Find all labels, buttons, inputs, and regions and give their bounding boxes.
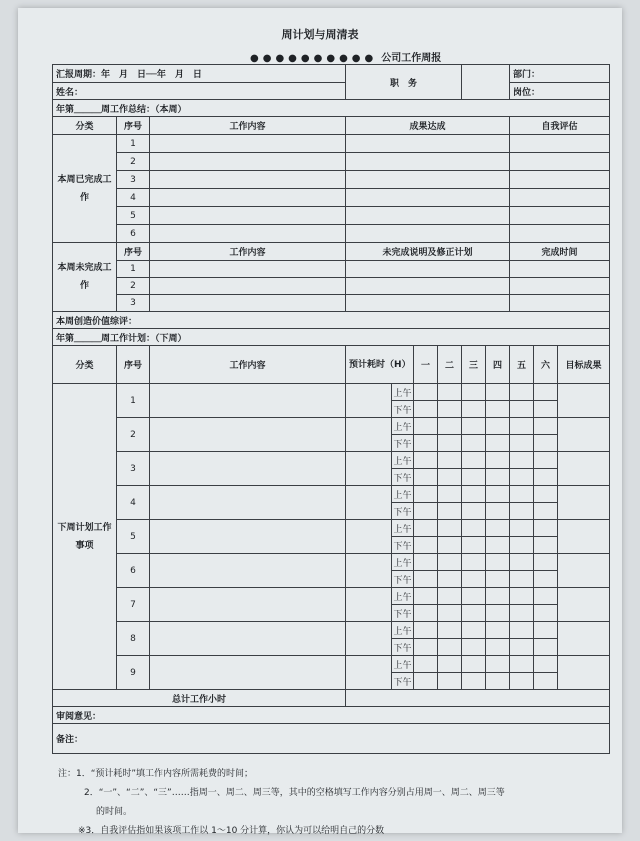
table-row (53, 189, 610, 207)
day-cell[interactable] (534, 639, 558, 656)
day-cell[interactable] (462, 503, 486, 520)
day-cell[interactable] (438, 435, 462, 452)
review-label: 审阅意见： (53, 707, 610, 724)
day-cell[interactable] (438, 520, 462, 537)
col-day: 一 (414, 346, 438, 384)
content-cell[interactable] (150, 452, 346, 486)
day-cell[interactable] (510, 384, 534, 401)
subtitle-dots: ●●●●●●●●●● (250, 53, 378, 64)
day-cell[interactable] (438, 588, 462, 605)
row-number: 4 (117, 189, 150, 207)
table-row (53, 117, 610, 135)
col-category: 分类 (53, 346, 117, 384)
remarks-label: 备注： (53, 724, 610, 754)
day-cell[interactable] (486, 554, 510, 571)
col-category: 分类 (53, 117, 117, 135)
notes (58, 765, 618, 841)
day-cell[interactable] (462, 486, 486, 503)
pm-label: 下午 (392, 639, 414, 656)
estimate-cell[interactable] (346, 452, 392, 486)
row-number: 3 (117, 452, 150, 486)
day-cell[interactable] (510, 656, 534, 673)
am-label: 上午 (392, 384, 414, 401)
pm-label: 下午 (392, 401, 414, 418)
day-cell[interactable] (438, 503, 462, 520)
day-cell[interactable] (438, 384, 462, 401)
day-cell[interactable] (438, 639, 462, 656)
col-self-eval: 自我评估 (510, 117, 610, 135)
table-row (53, 225, 610, 243)
table-row (53, 622, 610, 639)
table-row (53, 418, 610, 435)
day-cell[interactable] (438, 656, 462, 673)
day-cell[interactable] (486, 469, 510, 486)
form-title: 周计划与周清表 (281, 28, 359, 41)
row-number: 6 (117, 225, 150, 243)
day-cell[interactable] (510, 503, 534, 520)
day-cell[interactable] (462, 605, 486, 622)
day-cell[interactable] (486, 605, 510, 622)
form-subtitle (250, 49, 441, 64)
duty-value[interactable] (462, 65, 510, 100)
content-cell[interactable] (150, 189, 346, 207)
day-cell[interactable] (534, 503, 558, 520)
self-eval-cell[interactable] (510, 153, 610, 171)
goal-cell[interactable] (558, 554, 610, 588)
estimate-cell[interactable] (346, 656, 392, 690)
day-cell[interactable] (462, 418, 486, 435)
row-number: 3 (117, 171, 150, 189)
col-day: 五 (510, 346, 534, 384)
subtitle-text: 公司工作周报 (381, 53, 442, 64)
day-cell[interactable] (462, 673, 486, 690)
day-cell[interactable] (510, 571, 534, 588)
day-cell[interactable] (414, 673, 438, 690)
time-cell[interactable] (510, 295, 610, 312)
day-cell[interactable] (534, 520, 558, 537)
day-cell[interactable] (486, 435, 510, 452)
content-cell[interactable] (150, 278, 346, 295)
estimate-cell[interactable] (346, 520, 392, 554)
day-cell[interactable] (462, 622, 486, 639)
am-label: 上午 (392, 588, 414, 605)
pm-label: 下午 (392, 673, 414, 690)
estimate-cell[interactable] (346, 486, 392, 520)
day-cell[interactable] (414, 639, 438, 656)
table-row (53, 346, 610, 384)
note-line: 2．“一”、“二”、“三”……指周一、周二、周三等，其中的空格填写工作内容分别占用周一、周二、周三等 (84, 788, 505, 798)
content-cell[interactable] (150, 153, 346, 171)
am-label: 上午 (392, 554, 414, 571)
table-row (53, 171, 610, 189)
am-label: 上午 (392, 418, 414, 435)
table-row (53, 588, 610, 605)
time-cell[interactable] (510, 278, 610, 295)
content-cell[interactable] (150, 554, 346, 588)
day-cell[interactable] (486, 384, 510, 401)
next-week-title: 年第＿＿＿周工作计划：（下周） (53, 329, 610, 346)
day-cell[interactable] (414, 384, 438, 401)
goal-cell[interactable] (558, 520, 610, 554)
pm-label: 下午 (392, 605, 414, 622)
day-cell[interactable] (438, 469, 462, 486)
day-cell[interactable] (462, 520, 486, 537)
undone-col-time: 完成时间 (510, 243, 610, 261)
am-label: 上午 (392, 622, 414, 639)
position-label: 岗位： (510, 83, 610, 100)
pm-label: 下午 (392, 537, 414, 554)
day-cell[interactable] (414, 418, 438, 435)
day-cell[interactable] (510, 588, 534, 605)
table-row (53, 486, 610, 503)
table-row (53, 153, 610, 171)
day-cell[interactable] (510, 486, 534, 503)
note-line: ※3．自我评估指如果该项工作以 1～10 分计算，你认为可以给明自己的分数 (78, 826, 385, 836)
col-content: 工作内容 (150, 346, 346, 384)
content-cell[interactable] (150, 384, 346, 418)
day-cell[interactable] (486, 622, 510, 639)
table-row (53, 261, 610, 278)
table-row (53, 690, 610, 707)
day-cell[interactable] (438, 554, 462, 571)
content-cell[interactable] (150, 295, 346, 312)
day-cell[interactable] (486, 503, 510, 520)
day-cell[interactable] (534, 401, 558, 418)
day-cell[interactable] (462, 571, 486, 588)
table-row (53, 278, 610, 295)
explain-cell[interactable] (346, 261, 510, 278)
result-cell[interactable] (346, 153, 510, 171)
day-cell[interactable] (414, 571, 438, 588)
result-cell[interactable] (346, 225, 510, 243)
dept-label: 部门： (510, 65, 610, 83)
day-cell[interactable] (486, 571, 510, 588)
content-cell[interactable] (150, 171, 346, 189)
day-cell[interactable] (534, 656, 558, 673)
result-cell[interactable] (346, 189, 510, 207)
period-label: 汇报周期：年 月 日──年 月 日 (53, 65, 346, 83)
day-cell[interactable] (414, 401, 438, 418)
time-cell[interactable] (510, 261, 610, 278)
content-cell[interactable] (150, 207, 346, 225)
am-label: 上午 (392, 656, 414, 673)
value-review-label: 本周创造价值综评： (53, 312, 610, 329)
undone-col-content: 工作内容 (150, 243, 346, 261)
goal-cell[interactable] (558, 452, 610, 486)
done-category: 本周已完成工作 (53, 135, 117, 243)
day-cell[interactable] (534, 486, 558, 503)
day-cell[interactable] (438, 622, 462, 639)
day-cell[interactable] (438, 486, 462, 503)
content-cell[interactable] (150, 225, 346, 243)
day-cell[interactable] (438, 571, 462, 588)
day-cell[interactable] (534, 418, 558, 435)
day-cell[interactable] (510, 639, 534, 656)
self-eval-cell[interactable] (510, 207, 610, 225)
row-number: 4 (117, 486, 150, 520)
day-cell[interactable] (438, 605, 462, 622)
note-line: 注：1．“预计耗时”填工作内容所需耗费的时间； (58, 769, 254, 779)
day-cell[interactable] (534, 537, 558, 554)
weekly-report-table (52, 64, 610, 754)
undone-col-explain: 未完成说明及修正计划 (346, 243, 510, 261)
day-cell[interactable] (414, 520, 438, 537)
col-content: 工作内容 (150, 117, 346, 135)
day-cell[interactable] (510, 520, 534, 537)
day-cell[interactable] (462, 452, 486, 469)
explain-cell[interactable] (346, 278, 510, 295)
col-day: 三 (462, 346, 486, 384)
undone-category: 本周未完成工作 (53, 243, 117, 312)
content-cell[interactable] (150, 520, 346, 554)
day-cell[interactable] (462, 384, 486, 401)
estimate-cell[interactable] (346, 384, 392, 418)
day-cell[interactable] (462, 435, 486, 452)
this-week-title: 年第＿＿＿周工作总结：（本周） (53, 100, 610, 117)
row-number: 7 (117, 588, 150, 622)
row-number: 5 (117, 520, 150, 554)
day-cell[interactable] (414, 537, 438, 554)
day-cell[interactable] (462, 537, 486, 554)
explain-cell[interactable] (346, 295, 510, 312)
table-row (53, 554, 610, 571)
day-cell[interactable] (414, 503, 438, 520)
row-number: 5 (117, 207, 150, 225)
row-number: 9 (117, 656, 150, 690)
day-cell[interactable] (510, 537, 534, 554)
day-cell[interactable] (414, 435, 438, 452)
goal-cell[interactable] (558, 588, 610, 622)
day-cell[interactable] (486, 401, 510, 418)
estimate-cell[interactable] (346, 622, 392, 656)
col-day: 二 (438, 346, 462, 384)
day-cell[interactable] (534, 554, 558, 571)
day-cell[interactable] (510, 554, 534, 571)
day-cell[interactable] (486, 520, 510, 537)
pm-label: 下午 (392, 435, 414, 452)
day-cell[interactable] (534, 452, 558, 469)
day-cell[interactable] (414, 469, 438, 486)
row-number: 1 (117, 261, 150, 278)
next-category: 下周计划工作事项 (53, 384, 117, 690)
duty-label: 职 务 (346, 65, 462, 100)
row-number: 8 (117, 622, 150, 656)
goal-cell[interactable] (558, 384, 610, 418)
day-cell[interactable] (486, 588, 510, 605)
table-row (53, 243, 610, 261)
day-cell[interactable] (486, 639, 510, 656)
day-cell[interactable] (486, 656, 510, 673)
goal-cell[interactable] (558, 486, 610, 520)
day-cell[interactable] (414, 588, 438, 605)
row-number: 2 (117, 278, 150, 295)
result-cell[interactable] (346, 171, 510, 189)
day-cell[interactable] (414, 486, 438, 503)
day-cell[interactable] (414, 554, 438, 571)
day-cell[interactable] (534, 469, 558, 486)
goal-cell[interactable] (558, 418, 610, 452)
total-hours-value[interactable] (346, 690, 610, 707)
col-result: 成果达成 (346, 117, 510, 135)
self-eval-cell[interactable] (510, 189, 610, 207)
content-cell[interactable] (150, 622, 346, 656)
day-cell[interactable] (534, 622, 558, 639)
day-cell[interactable] (510, 418, 534, 435)
day-cell[interactable] (510, 673, 534, 690)
table-row (53, 384, 610, 401)
pm-label: 下午 (392, 469, 414, 486)
table-row (53, 295, 610, 312)
day-cell[interactable] (462, 469, 486, 486)
day-cell[interactable] (414, 605, 438, 622)
day-cell[interactable] (462, 656, 486, 673)
table-row (53, 312, 610, 329)
note-line: 的时间。 (96, 807, 133, 817)
col-day: 六 (534, 346, 558, 384)
content-cell[interactable] (150, 418, 346, 452)
row-number: 1 (117, 135, 150, 153)
day-cell[interactable] (438, 537, 462, 554)
pm-label: 下午 (392, 503, 414, 520)
table-row (53, 656, 610, 673)
row-number: 1 (117, 384, 150, 418)
day-cell[interactable] (534, 605, 558, 622)
day-cell[interactable] (510, 605, 534, 622)
day-cell[interactable] (462, 639, 486, 656)
table-row (53, 207, 610, 225)
day-cell[interactable] (462, 401, 486, 418)
am-label: 上午 (392, 452, 414, 469)
am-label: 上午 (392, 520, 414, 537)
content-cell[interactable] (150, 135, 346, 153)
self-eval-cell[interactable] (510, 135, 610, 153)
goal-cell[interactable] (558, 656, 610, 690)
content-cell[interactable] (150, 486, 346, 520)
day-cell[interactable] (438, 673, 462, 690)
day-cell[interactable] (414, 622, 438, 639)
am-label: 上午 (392, 486, 414, 503)
table-row (53, 452, 610, 469)
day-cell[interactable] (438, 418, 462, 435)
goal-cell[interactable] (558, 622, 610, 656)
day-cell[interactable] (510, 469, 534, 486)
day-cell[interactable] (486, 418, 510, 435)
day-cell[interactable] (510, 622, 534, 639)
col-day: 四 (486, 346, 510, 384)
table-row (53, 707, 610, 724)
day-cell[interactable] (510, 452, 534, 469)
day-cell[interactable] (438, 401, 462, 418)
name-label: 姓名： (53, 83, 346, 100)
pm-label: 下午 (392, 571, 414, 588)
day-cell[interactable] (414, 656, 438, 673)
row-number: 2 (117, 153, 150, 171)
result-cell[interactable] (346, 207, 510, 225)
day-cell[interactable] (462, 554, 486, 571)
day-cell[interactable] (414, 452, 438, 469)
day-cell[interactable] (510, 435, 534, 452)
self-eval-cell[interactable] (510, 225, 610, 243)
table-row (53, 83, 610, 100)
day-cell[interactable] (510, 401, 534, 418)
day-cell[interactable] (486, 452, 510, 469)
estimate-cell[interactable] (346, 588, 392, 622)
content-cell[interactable] (150, 261, 346, 278)
table-row (53, 135, 610, 153)
day-cell[interactable] (534, 588, 558, 605)
result-cell[interactable] (346, 135, 510, 153)
row-number: 6 (117, 554, 150, 588)
day-cell[interactable] (534, 384, 558, 401)
day-cell[interactable] (462, 588, 486, 605)
content-cell[interactable] (150, 656, 346, 690)
table-row (53, 65, 610, 83)
day-cell[interactable] (486, 486, 510, 503)
undone-col-no: 序号 (117, 243, 150, 261)
col-goal: 目标成果 (558, 346, 610, 384)
self-eval-cell[interactable] (510, 171, 610, 189)
day-cell[interactable] (534, 435, 558, 452)
row-number: 2 (117, 418, 150, 452)
col-estimate: 预计耗时（H） (346, 346, 414, 384)
day-cell[interactable] (534, 673, 558, 690)
day-cell[interactable] (534, 571, 558, 588)
table-row (53, 520, 610, 537)
table-row (53, 100, 610, 117)
row-number: 3 (117, 295, 150, 312)
day-cell[interactable] (486, 537, 510, 554)
day-cell[interactable] (438, 452, 462, 469)
col-no: 序号 (117, 346, 150, 384)
total-hours-label: 总计工作小时 (53, 690, 346, 707)
table-row (53, 724, 610, 754)
estimate-cell[interactable] (346, 554, 392, 588)
estimate-cell[interactable] (346, 418, 392, 452)
content-cell[interactable] (150, 588, 346, 622)
table-row (53, 329, 610, 346)
col-no: 序号 (117, 117, 150, 135)
day-cell[interactable] (486, 673, 510, 690)
